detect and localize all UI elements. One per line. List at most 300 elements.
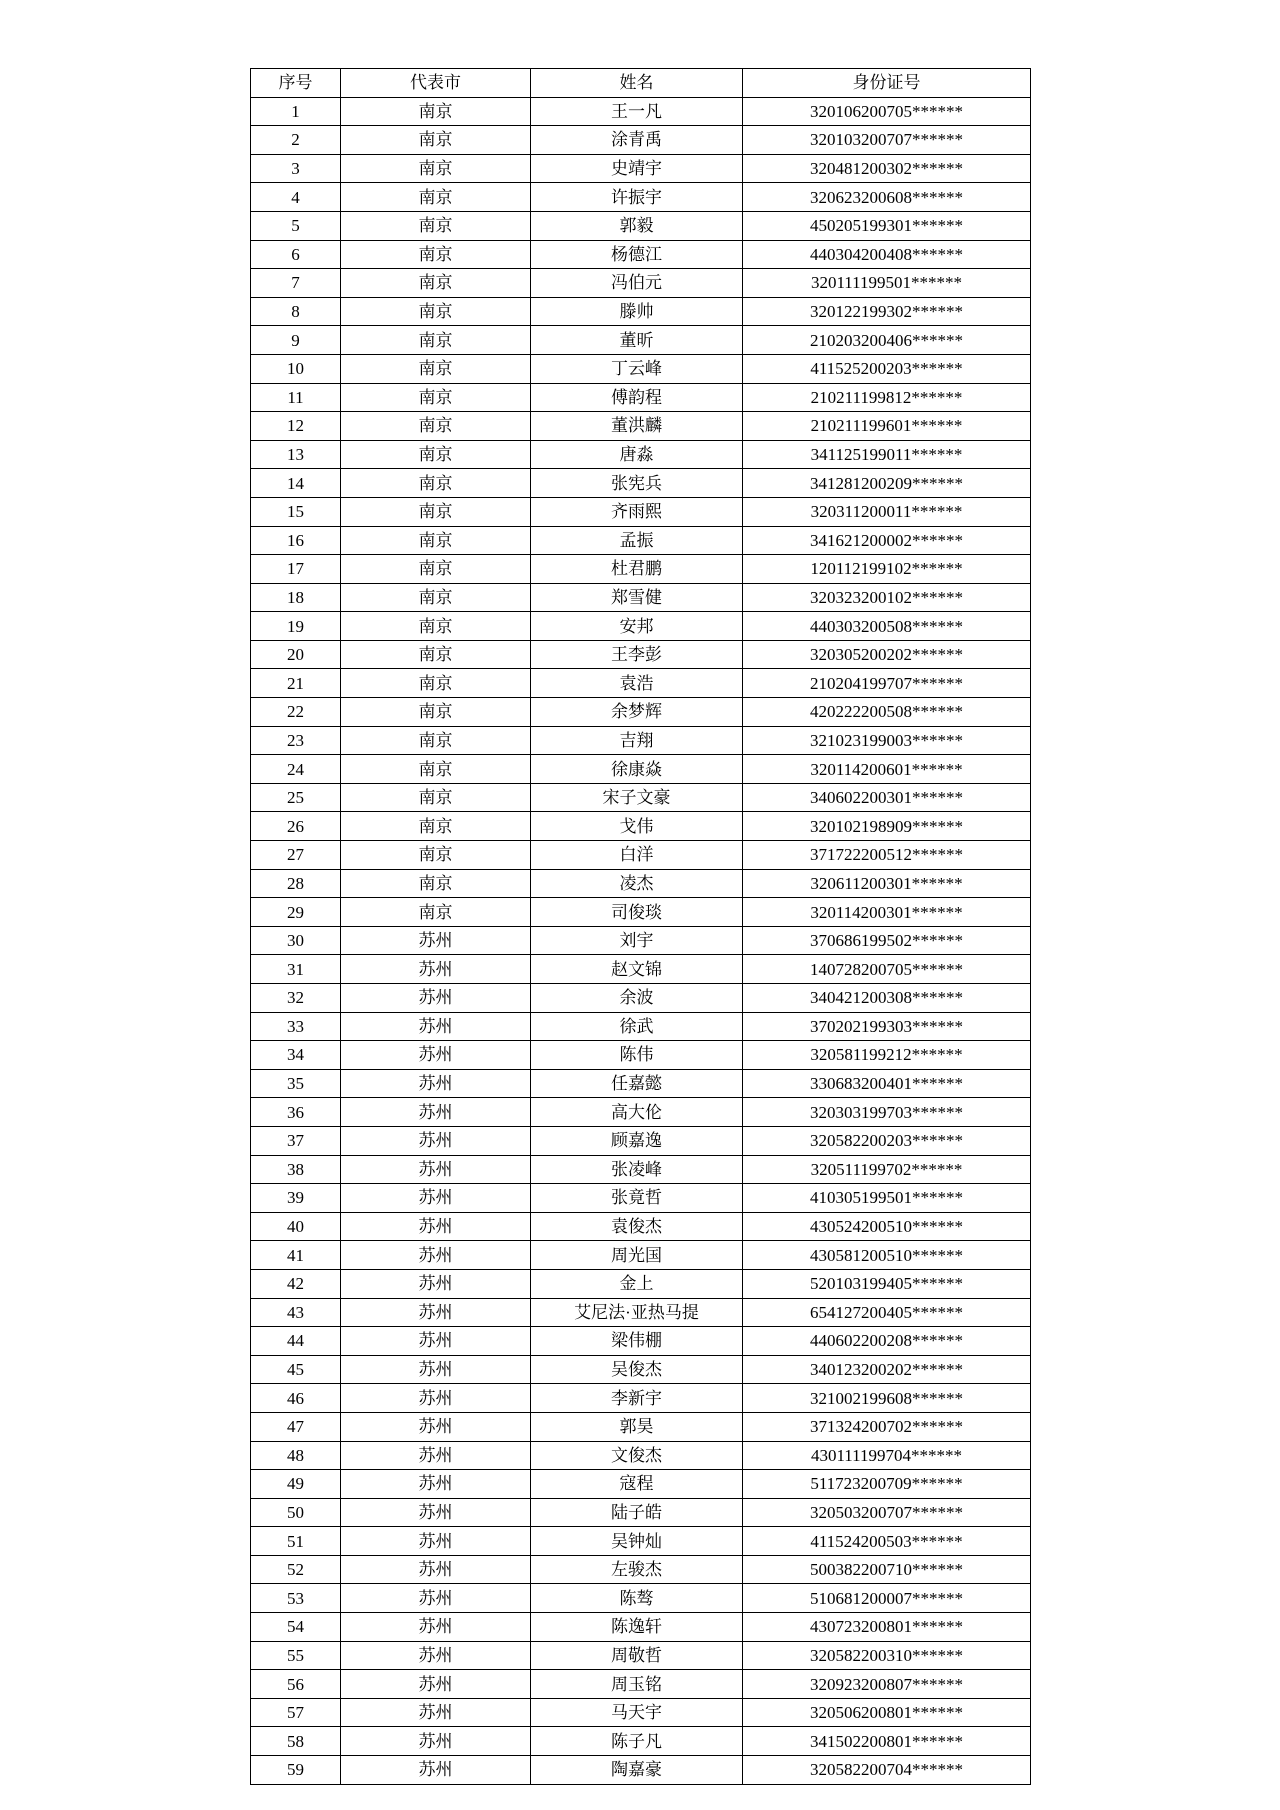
table-row: [251, 1355, 1031, 1384]
table-row: [251, 1012, 1031, 1041]
row-id-number: 440304200408******: [743, 240, 1031, 269]
row-city: 苏州: [341, 1155, 531, 1184]
table-header: [251, 69, 1031, 98]
row-city: 苏州: [341, 1012, 531, 1041]
table-row: [251, 1298, 1031, 1327]
row-sequence-number: 9: [251, 326, 341, 355]
table-row: [251, 240, 1031, 269]
table-row: [251, 612, 1031, 641]
row-id-number: 411524200503******: [743, 1527, 1031, 1556]
row-name: 周敬哲: [531, 1641, 743, 1670]
table-body: [251, 97, 1031, 1784]
table-row: [251, 1184, 1031, 1213]
row-sequence-number: 50: [251, 1498, 341, 1527]
row-id-number: 210211199601******: [743, 412, 1031, 441]
row-name: 傅韵程: [531, 383, 743, 412]
row-name: 赵文锦: [531, 955, 743, 984]
row-city: 苏州: [341, 1212, 531, 1241]
row-id-number: 511723200709******: [743, 1470, 1031, 1499]
row-city: 苏州: [341, 1670, 531, 1699]
row-id-number: 320481200302******: [743, 154, 1031, 183]
table-row: [251, 269, 1031, 298]
row-name: 杨德江: [531, 240, 743, 269]
row-id-number: 654127200405******: [743, 1298, 1031, 1327]
row-city: 苏州: [341, 1327, 531, 1356]
row-sequence-number: 30: [251, 926, 341, 955]
row-sequence-number: 48: [251, 1441, 341, 1470]
row-sequence-number: 4: [251, 183, 341, 212]
row-sequence-number: 20: [251, 640, 341, 669]
row-sequence-number: 58: [251, 1727, 341, 1756]
table-row: [251, 1584, 1031, 1613]
table-row: [251, 526, 1031, 555]
row-city: 南京: [341, 269, 531, 298]
row-id-number: 410305199501******: [743, 1184, 1031, 1213]
row-id-number: 440303200508******: [743, 612, 1031, 641]
row-name: 金上: [531, 1269, 743, 1298]
row-city: 南京: [341, 497, 531, 526]
row-sequence-number: 1: [251, 97, 341, 126]
row-name: 陈子凡: [531, 1727, 743, 1756]
row-city: 南京: [341, 326, 531, 355]
table-row: [251, 412, 1031, 441]
row-id-number: 371324200702******: [743, 1412, 1031, 1441]
row-sequence-number: 23: [251, 726, 341, 755]
row-sequence-number: 33: [251, 1012, 341, 1041]
row-id-number: 320311200011******: [743, 497, 1031, 526]
header-row: [251, 69, 1031, 98]
row-city: 苏州: [341, 1756, 531, 1785]
row-city: 苏州: [341, 1269, 531, 1298]
row-sequence-number: 29: [251, 898, 341, 927]
row-name: 董昕: [531, 326, 743, 355]
table-row: [251, 583, 1031, 612]
row-name: 顾嘉逸: [531, 1126, 743, 1155]
row-sequence-number: 14: [251, 469, 341, 498]
row-sequence-number: 11: [251, 383, 341, 412]
row-id-number: 320114200301******: [743, 898, 1031, 927]
row-city: 苏州: [341, 1613, 531, 1642]
table-row: [251, 383, 1031, 412]
table-row: [251, 1498, 1031, 1527]
row-sequence-number: 53: [251, 1584, 341, 1613]
row-sequence-number: 51: [251, 1527, 341, 1556]
row-id-number: 120112199102******: [743, 555, 1031, 584]
row-name: 许振宇: [531, 183, 743, 212]
table-row: [251, 755, 1031, 784]
row-sequence-number: 55: [251, 1641, 341, 1670]
row-name: 郭毅: [531, 211, 743, 240]
row-name: 周玉铭: [531, 1670, 743, 1699]
row-city: 南京: [341, 440, 531, 469]
table-row: [251, 1241, 1031, 1270]
table-row: [251, 726, 1031, 755]
row-id-number: 420222200508******: [743, 698, 1031, 727]
row-name: 王一凡: [531, 97, 743, 126]
row-name: 张宪兵: [531, 469, 743, 498]
row-name: 陈骜: [531, 1584, 743, 1613]
row-sequence-number: 32: [251, 984, 341, 1013]
row-id-number: 320122199302******: [743, 297, 1031, 326]
table-row: [251, 1670, 1031, 1699]
row-name: 陈伟: [531, 1041, 743, 1070]
row-sequence-number: 52: [251, 1555, 341, 1584]
row-id-number: 330683200401******: [743, 1069, 1031, 1098]
table-row: [251, 1756, 1031, 1785]
row-id-number: 320623200608******: [743, 183, 1031, 212]
row-name: 吴钟灿: [531, 1527, 743, 1556]
row-city: 南京: [341, 783, 531, 812]
row-id-number: 320582200203******: [743, 1126, 1031, 1155]
table-row: [251, 1441, 1031, 1470]
row-city: 南京: [341, 412, 531, 441]
row-sequence-number: 46: [251, 1384, 341, 1413]
row-name: 吉翔: [531, 726, 743, 755]
row-sequence-number: 41: [251, 1241, 341, 1270]
row-name: 白洋: [531, 841, 743, 870]
row-city: 苏州: [341, 1241, 531, 1270]
row-id-number: 320611200301******: [743, 869, 1031, 898]
row-city: 苏州: [341, 1041, 531, 1070]
row-sequence-number: 59: [251, 1756, 341, 1785]
row-id-number: 340123200202******: [743, 1355, 1031, 1384]
row-city: 苏州: [341, 1355, 531, 1384]
row-id-number: 430111199704******: [743, 1441, 1031, 1470]
row-name: 张凌峰: [531, 1155, 743, 1184]
row-sequence-number: 13: [251, 440, 341, 469]
table-row: [251, 669, 1031, 698]
row-city: 南京: [341, 812, 531, 841]
row-name: 袁俊杰: [531, 1212, 743, 1241]
row-name: 吴俊杰: [531, 1355, 743, 1384]
row-id-number: 320106200705******: [743, 97, 1031, 126]
row-id-number: 320506200801******: [743, 1698, 1031, 1727]
row-name: 唐淼: [531, 440, 743, 469]
row-city: 南京: [341, 469, 531, 498]
row-name: 宋子文豪: [531, 783, 743, 812]
row-id-number: 140728200705******: [743, 955, 1031, 984]
row-name: 郑雪健: [531, 583, 743, 612]
row-id-number: 370202199303******: [743, 1012, 1031, 1041]
row-sequence-number: 45: [251, 1355, 341, 1384]
row-name: 郭昊: [531, 1412, 743, 1441]
table-row: [251, 1470, 1031, 1499]
row-sequence-number: 16: [251, 526, 341, 555]
row-name: 袁浩: [531, 669, 743, 698]
row-name: 司俊琰: [531, 898, 743, 927]
row-id-number: 321023199003******: [743, 726, 1031, 755]
table-row: [251, 1126, 1031, 1155]
column-header-id-number: 身份证号: [743, 69, 1031, 98]
row-id-number: 430581200510******: [743, 1241, 1031, 1270]
row-city: 苏州: [341, 984, 531, 1013]
row-id-number: 370686199502******: [743, 926, 1031, 955]
row-sequence-number: 26: [251, 812, 341, 841]
row-name: 徐武: [531, 1012, 743, 1041]
row-sequence-number: 44: [251, 1327, 341, 1356]
row-id-number: 430723200801******: [743, 1613, 1031, 1642]
row-city: 苏州: [341, 1184, 531, 1213]
table-row: [251, 326, 1031, 355]
table-row: [251, 1155, 1031, 1184]
row-sequence-number: 6: [251, 240, 341, 269]
row-sequence-number: 39: [251, 1184, 341, 1213]
roster-table-container: [250, 68, 1030, 1785]
column-header-name: 姓名: [531, 69, 743, 98]
row-id-number: 341125199011******: [743, 440, 1031, 469]
row-city: 苏州: [341, 1527, 531, 1556]
row-city: 南京: [341, 240, 531, 269]
row-sequence-number: 57: [251, 1698, 341, 1727]
row-sequence-number: 8: [251, 297, 341, 326]
row-name: 任嘉懿: [531, 1069, 743, 1098]
row-city: 南京: [341, 183, 531, 212]
row-name: 齐雨熙: [531, 497, 743, 526]
row-name: 梁伟棚: [531, 1327, 743, 1356]
row-sequence-number: 49: [251, 1470, 341, 1499]
row-id-number: 320581199212******: [743, 1041, 1031, 1070]
row-id-number: 340421200308******: [743, 984, 1031, 1013]
row-sequence-number: 22: [251, 698, 341, 727]
row-city: 南京: [341, 211, 531, 240]
row-city: 南京: [341, 297, 531, 326]
row-name: 陈逸轩: [531, 1613, 743, 1642]
row-city: 南京: [341, 526, 531, 555]
row-city: 南京: [341, 555, 531, 584]
row-sequence-number: 25: [251, 783, 341, 812]
row-sequence-number: 35: [251, 1069, 341, 1098]
row-sequence-number: 28: [251, 869, 341, 898]
row-sequence-number: 38: [251, 1155, 341, 1184]
row-sequence-number: 34: [251, 1041, 341, 1070]
row-sequence-number: 5: [251, 211, 341, 240]
row-id-number: 320503200707******: [743, 1498, 1031, 1527]
row-name: 马天宇: [531, 1698, 743, 1727]
row-name: 凌杰: [531, 869, 743, 898]
row-name: 余波: [531, 984, 743, 1013]
row-sequence-number: 3: [251, 154, 341, 183]
row-city: 南京: [341, 583, 531, 612]
row-city: 苏州: [341, 1727, 531, 1756]
row-name: 艾尼法·亚热马提: [531, 1298, 743, 1327]
row-sequence-number: 10: [251, 354, 341, 383]
row-name: 涂青禹: [531, 126, 743, 155]
row-sequence-number: 31: [251, 955, 341, 984]
table-row: [251, 154, 1031, 183]
row-name: 周光国: [531, 1241, 743, 1270]
row-city: 苏州: [341, 1126, 531, 1155]
row-city: 南京: [341, 640, 531, 669]
row-city: 苏州: [341, 1069, 531, 1098]
row-sequence-number: 2: [251, 126, 341, 155]
row-city: 南京: [341, 698, 531, 727]
table-row: [251, 1698, 1031, 1727]
row-city: 南京: [341, 755, 531, 784]
row-id-number: 320102198909******: [743, 812, 1031, 841]
table-row: [251, 1069, 1031, 1098]
row-city: 苏州: [341, 1698, 531, 1727]
row-city: 苏州: [341, 1470, 531, 1499]
table-row: [251, 1641, 1031, 1670]
table-row: [251, 640, 1031, 669]
row-city: 苏州: [341, 1584, 531, 1613]
row-sequence-number: 21: [251, 669, 341, 698]
row-id-number: 411525200203******: [743, 354, 1031, 383]
table-row: [251, 698, 1031, 727]
row-name: 孟振: [531, 526, 743, 555]
row-sequence-number: 42: [251, 1269, 341, 1298]
row-sequence-number: 54: [251, 1613, 341, 1642]
table-row: [251, 555, 1031, 584]
row-city: 南京: [341, 383, 531, 412]
row-name: 张竟哲: [531, 1184, 743, 1213]
row-id-number: 320111199501******: [743, 269, 1031, 298]
table-row: [251, 869, 1031, 898]
row-sequence-number: 36: [251, 1098, 341, 1127]
row-id-number: 450205199301******: [743, 211, 1031, 240]
row-city: 苏州: [341, 955, 531, 984]
row-name: 李新宇: [531, 1384, 743, 1413]
row-sequence-number: 19: [251, 612, 341, 641]
table-row: [251, 469, 1031, 498]
row-id-number: 320582200310******: [743, 1641, 1031, 1670]
table-row: [251, 440, 1031, 469]
row-sequence-number: 24: [251, 755, 341, 784]
row-name: 刘宇: [531, 926, 743, 955]
row-name: 徐康焱: [531, 755, 743, 784]
table-row: [251, 126, 1031, 155]
row-id-number: 510681200007******: [743, 1584, 1031, 1613]
row-city: 苏州: [341, 1641, 531, 1670]
row-id-number: 340602200301******: [743, 783, 1031, 812]
row-city: 南京: [341, 612, 531, 641]
row-name: 滕帅: [531, 297, 743, 326]
table-row: [251, 841, 1031, 870]
row-name: 文俊杰: [531, 1441, 743, 1470]
representatives-roster-table: [250, 68, 1031, 1785]
row-name: 高大伦: [531, 1098, 743, 1127]
table-row: [251, 783, 1031, 812]
row-name: 余梦辉: [531, 698, 743, 727]
row-city: 苏州: [341, 1555, 531, 1584]
row-city: 苏州: [341, 1298, 531, 1327]
column-header-city: 代表市: [341, 69, 531, 98]
row-city: 南京: [341, 669, 531, 698]
row-name: 杜君鹏: [531, 555, 743, 584]
row-sequence-number: 37: [251, 1126, 341, 1155]
row-id-number: 341502200801******: [743, 1727, 1031, 1756]
row-id-number: 321002199608******: [743, 1384, 1031, 1413]
table-row: [251, 1527, 1031, 1556]
table-row: [251, 1212, 1031, 1241]
column-header-sequence: 序号: [251, 69, 341, 98]
row-city: 南京: [341, 869, 531, 898]
table-row: [251, 1412, 1031, 1441]
row-id-number: 320582200704******: [743, 1756, 1031, 1785]
row-name: 史靖宇: [531, 154, 743, 183]
row-id-number: 500382200710******: [743, 1555, 1031, 1584]
table-row: [251, 297, 1031, 326]
row-city: 南京: [341, 841, 531, 870]
row-sequence-number: 18: [251, 583, 341, 612]
table-row: [251, 926, 1031, 955]
table-row: [251, 955, 1031, 984]
table-row: [251, 354, 1031, 383]
table-row: [251, 183, 1031, 212]
table-row: [251, 812, 1031, 841]
table-row: [251, 1041, 1031, 1070]
row-name: 陶嘉豪: [531, 1756, 743, 1785]
row-sequence-number: 27: [251, 841, 341, 870]
row-name: 王李彭: [531, 640, 743, 669]
table-row: [251, 1613, 1031, 1642]
row-id-number: 320305200202******: [743, 640, 1031, 669]
row-id-number: 320303199703******: [743, 1098, 1031, 1127]
row-sequence-number: 15: [251, 497, 341, 526]
table-row: [251, 211, 1031, 240]
row-city: 南京: [341, 126, 531, 155]
row-name: 冯伯元: [531, 269, 743, 298]
row-city: 南京: [341, 354, 531, 383]
row-id-number: 341281200209******: [743, 469, 1031, 498]
row-name: 丁云峰: [531, 354, 743, 383]
row-city: 苏州: [341, 1441, 531, 1470]
row-city: 苏州: [341, 1412, 531, 1441]
row-sequence-number: 17: [251, 555, 341, 584]
row-sequence-number: 7: [251, 269, 341, 298]
row-id-number: 320114200601******: [743, 755, 1031, 784]
table-row: [251, 1555, 1031, 1584]
row-id-number: 520103199405******: [743, 1269, 1031, 1298]
row-name: 董洪麟: [531, 412, 743, 441]
row-name: 左骏杰: [531, 1555, 743, 1584]
row-sequence-number: 56: [251, 1670, 341, 1699]
row-city: 苏州: [341, 1384, 531, 1413]
row-id-number: 210211199812******: [743, 383, 1031, 412]
row-id-number: 341621200002******: [743, 526, 1031, 555]
row-city: 南京: [341, 898, 531, 927]
row-city: 苏州: [341, 1498, 531, 1527]
row-id-number: 210203200406******: [743, 326, 1031, 355]
row-name: 戈伟: [531, 812, 743, 841]
row-id-number: 371722200512******: [743, 841, 1031, 870]
row-name: 寇程: [531, 1470, 743, 1499]
table-row: [251, 984, 1031, 1013]
table-row: [251, 898, 1031, 927]
table-row: [251, 1327, 1031, 1356]
table-row: [251, 1269, 1031, 1298]
row-id-number: 440602200208******: [743, 1327, 1031, 1356]
row-sequence-number: 47: [251, 1412, 341, 1441]
row-id-number: 320103200707******: [743, 126, 1031, 155]
row-id-number: 430524200510******: [743, 1212, 1031, 1241]
table-row: [251, 497, 1031, 526]
row-city: 苏州: [341, 926, 531, 955]
row-city: 南京: [341, 726, 531, 755]
row-sequence-number: 40: [251, 1212, 341, 1241]
table-row: [251, 1727, 1031, 1756]
row-name: 陆子皓: [531, 1498, 743, 1527]
row-sequence-number: 43: [251, 1298, 341, 1327]
table-row: [251, 97, 1031, 126]
row-city: 南京: [341, 97, 531, 126]
row-sequence-number: 12: [251, 412, 341, 441]
row-id-number: 210204199707******: [743, 669, 1031, 698]
row-name: 安邦: [531, 612, 743, 641]
row-city: 苏州: [341, 1098, 531, 1127]
row-city: 南京: [341, 154, 531, 183]
row-id-number: 320923200807******: [743, 1670, 1031, 1699]
